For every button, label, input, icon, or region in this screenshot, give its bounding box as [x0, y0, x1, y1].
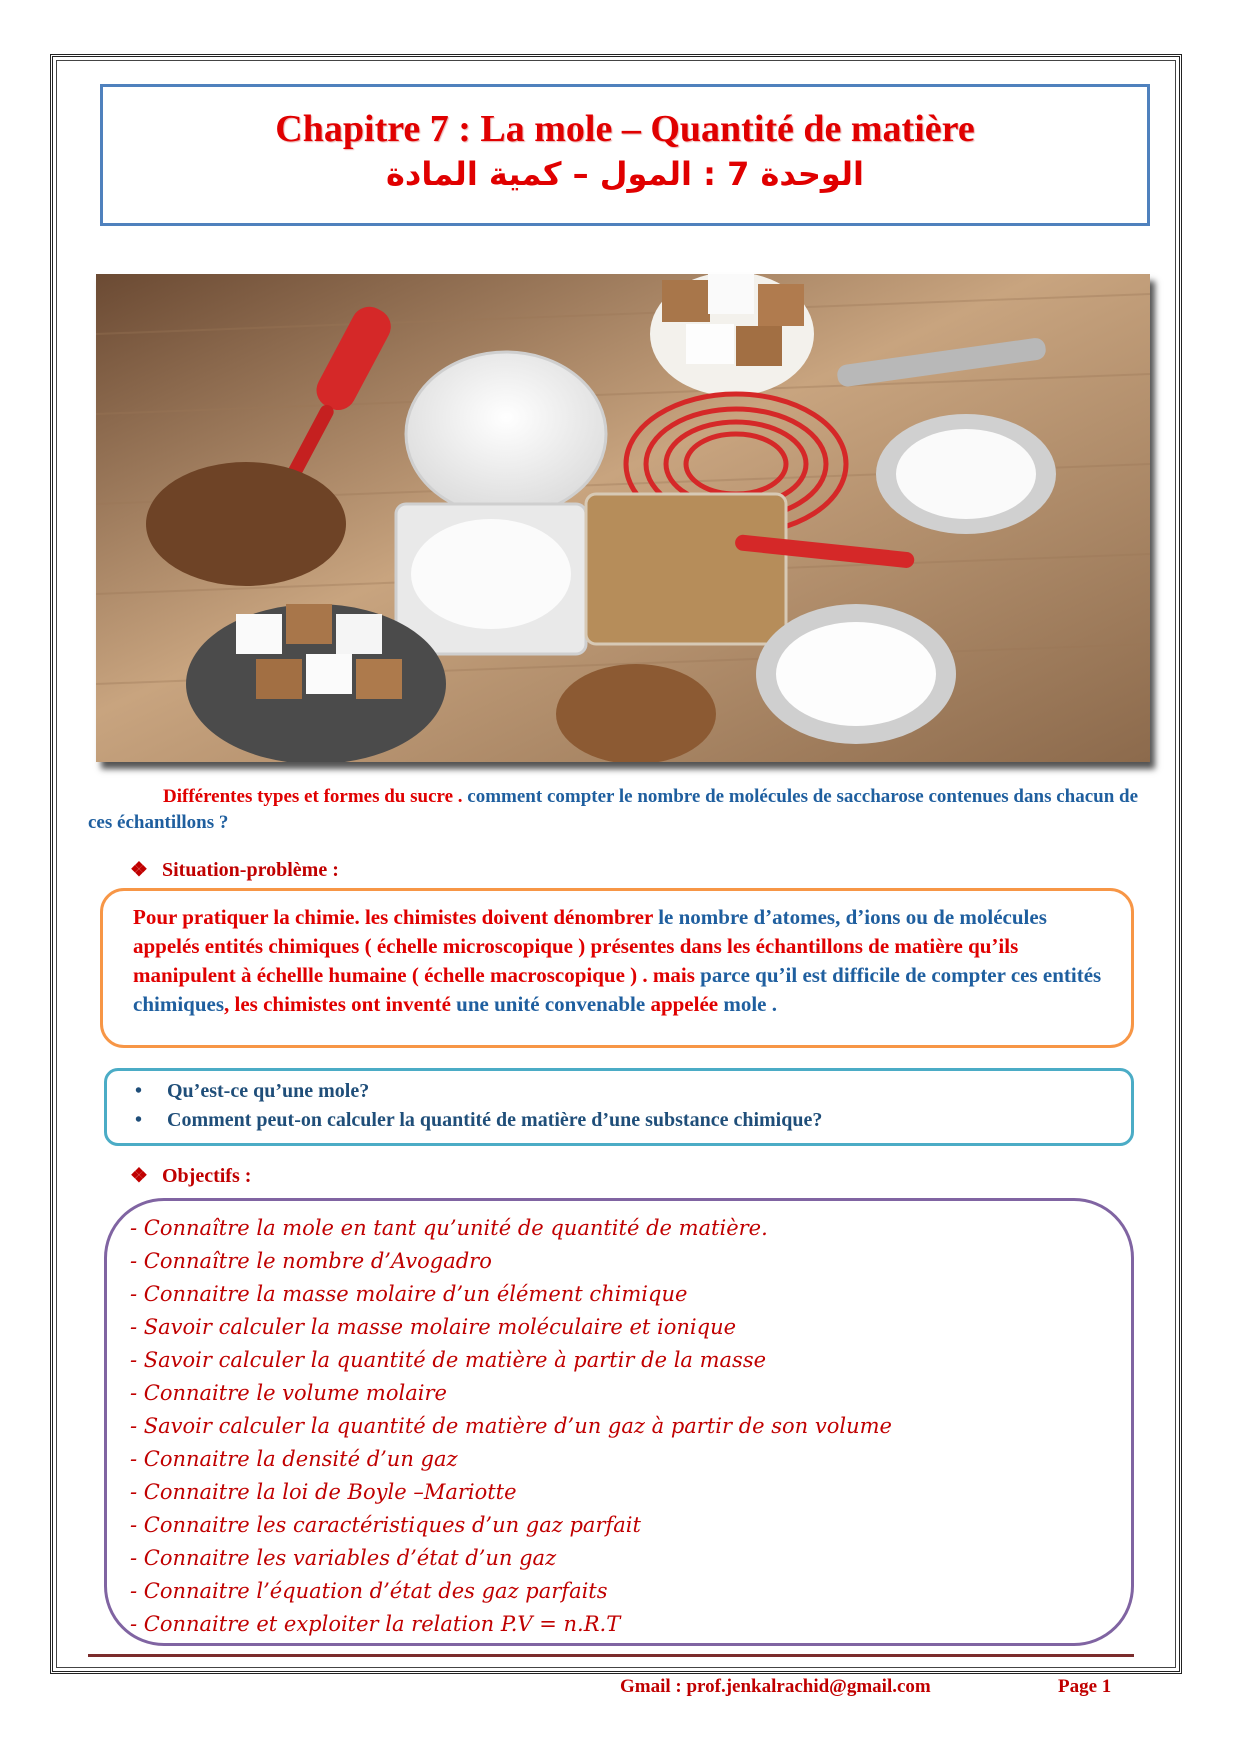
situation-title-text: Situation-problème : [162, 859, 339, 881]
situation-segment: Pour pratiquer la chimie. les chimistes doivent dénombrer [133, 905, 653, 929]
objective-item: - Savoir calculer la masse molaire moléculaire et ionique [130, 1315, 737, 1339]
objective-item: - Connaitre les caractéristiques d’un gaz parfait [130, 1513, 641, 1537]
situation-segment: appelés entités chimiques ( échelle microscopique ) présentes dans les échantillons de matière qu’ils manipulent à échellle humaine ( échelle macroscopique ) . mais [133, 934, 1019, 987]
objective-item: - Connaitre les variables d’état d’un gaz [130, 1546, 557, 1570]
caption-part-1: Différentes types et formes du sucre . [163, 786, 463, 807]
situation-segment: , les chimistes ont inventé [224, 992, 451, 1016]
situation-segment: appelée [645, 992, 719, 1016]
caption-part-2: comment compter le nombre de molécules de saccharose contenues dans chacun de ces échantillons ? [88, 786, 1139, 833]
sugar-baking-photo [96, 274, 1150, 762]
objectives-title [130, 1163, 251, 1188]
chapter-title-fr: Chapitre 7 : La mole – Quantité de matière [275, 108, 975, 150]
situation-segment: le nombre d’atomes, d’ions ou de molécules [652, 905, 1047, 929]
photo-illustration [96, 274, 1150, 762]
objective-item: - Connaitre le volume molaire [130, 1381, 447, 1405]
questions-box [104, 1068, 1134, 1146]
title-box [100, 84, 1150, 226]
situation-title [130, 857, 339, 882]
situation-segment: parce qu’il est difficile de compter ces entités chimiques [133, 963, 1102, 1016]
page-number: Page 1 [1058, 1676, 1112, 1697]
situation-box [100, 888, 1134, 1048]
objective-item: - Connaitre la loi de Boyle –Mariotte [130, 1480, 517, 1504]
situation-segment: mole . [718, 992, 778, 1016]
situation-segment: une unité convenable [450, 992, 646, 1016]
photo-caption [88, 784, 1148, 836]
objective-item: - Connaitre la masse molaire d’un élément chimique [130, 1282, 688, 1306]
diamond-bullet-icon: ❖ [130, 859, 148, 881]
bullet-dot-icon: • [135, 1109, 143, 1131]
question-item [135, 1106, 1131, 1135]
objectives-list [130, 1212, 1130, 1641]
footer-email: Gmail : prof.jenkalrachid@gmail.com [620, 1676, 931, 1697]
objective-item: - Savoir calculer la quantité de matière à partir de la masse [130, 1348, 767, 1372]
objective-item: - Connaitre l’équation d’état des gaz parfaits [130, 1579, 608, 1603]
objective-item: - Connaitre et exploiter la relation P.V = n.R.T [130, 1612, 621, 1636]
question-item [135, 1077, 1131, 1106]
chapter-title-ar: الوحدة 7 : المول – كمية المادة [386, 155, 864, 193]
objective-item: - Savoir calculer la quantité de matière d’un gaz à partir de son volume [130, 1414, 892, 1438]
objective-item: - Connaître le nombre d’Avogadro [130, 1249, 492, 1273]
objective-item: - Connaître la mole en tant qu’unité de quantité de matière. [130, 1216, 768, 1240]
footer-divider [88, 1654, 1134, 1657]
objectives-title-text: Objectifs : [162, 1165, 252, 1187]
bullet-dot-icon: • [135, 1080, 143, 1102]
objective-item: - Connaitre la densité d’un gaz [130, 1447, 458, 1471]
diamond-bullet-icon: ❖ [130, 1165, 148, 1187]
question-text: Comment peut-on calculer la quantité de matière d’une substance chimique? [167, 1109, 823, 1131]
question-text: Qu’est-ce qu’une mole? [167, 1080, 370, 1102]
